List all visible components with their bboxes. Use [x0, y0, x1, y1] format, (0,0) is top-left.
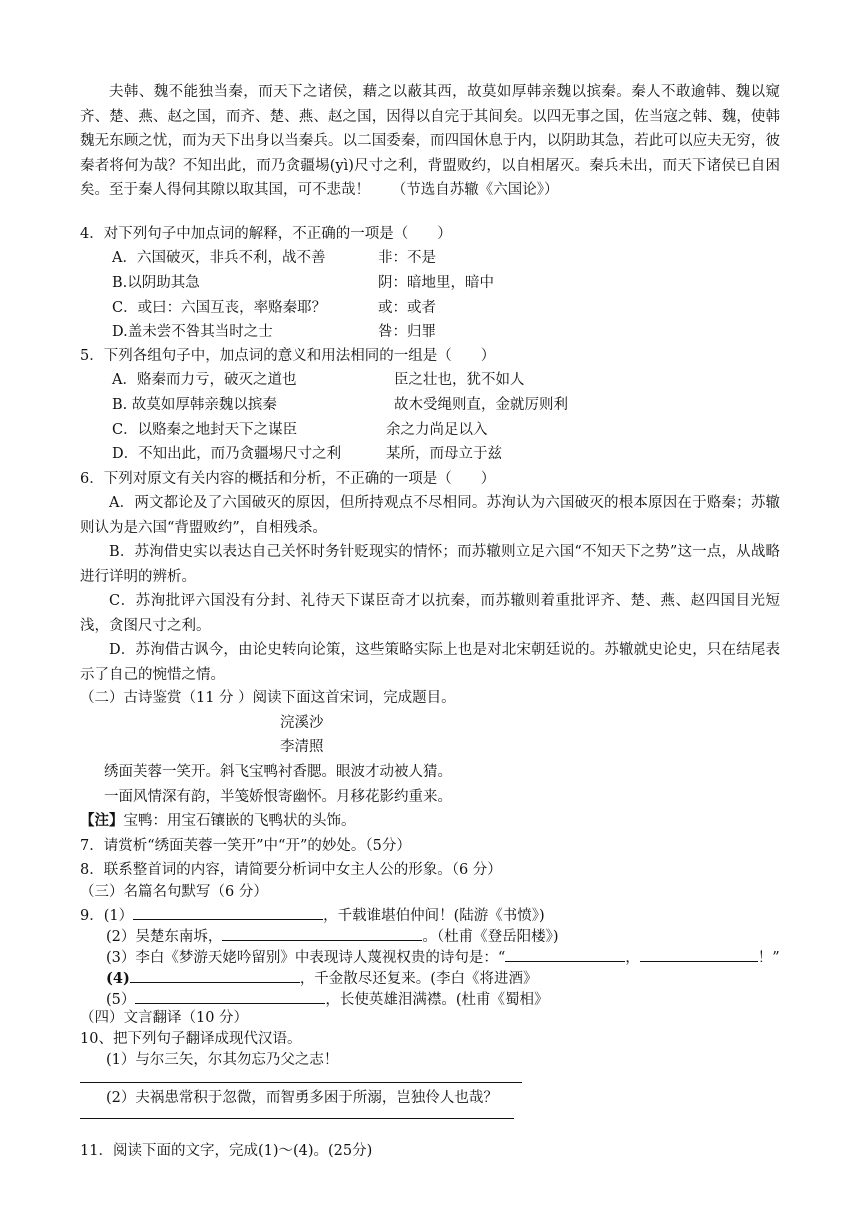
q9-5-blank[interactable]: [135, 987, 325, 1004]
q4-gloss-a: 非：不是: [378, 250, 436, 266]
q9-3-blank-2[interactable]: [640, 945, 758, 962]
note-label: 【注】: [80, 812, 124, 829]
note-text: 宝鸭：用宝石镶嵌的飞鸭状的头饰。: [123, 813, 356, 829]
q9-3-text-a: (3）李白《梦游天姥吟留别》中表现诗人蔑视权贵的诗句是：“: [106, 950, 506, 966]
poem-note: [80, 811, 356, 831]
q7: 7．请赏析“绣面芙蓉一笑开”中“开”的妙处。（5分）: [80, 838, 411, 854]
q4-option-a: A．六国破灭，非兵不利，战不善: [112, 250, 326, 266]
q9-5-text: ，长使英雄泪满襟。(杜甫《蜀相》: [325, 992, 549, 1008]
section-3-heading: （三）名篇名句默写（6 分）: [80, 884, 268, 900]
q5-option-d-right: 某所，而母立于兹: [386, 446, 502, 462]
q5-option-a-right: 臣之壮也，犹不如人: [394, 372, 525, 388]
q10-answer-line-1[interactable]: [80, 1082, 522, 1083]
q9-1-blank[interactable]: [133, 903, 323, 920]
q6-option-a: A．两文都论及了六国破灭的原因，但所持观点不尽相同。苏洵认为六国破灭的根本原因在于赂秦；苏辙则认为是六国“背盟败约”，自相残杀。: [80, 495, 780, 536]
q5-option-b-right: 故木受绳则直，金就厉则利: [394, 397, 568, 413]
q6-option-c: C．苏洵批评六国没有分封、礼待天下谋臣奇才以抗秦，而苏辙则着重批评齐、楚、燕、赵四国目光短浅，贪图尺寸之利。: [80, 593, 780, 634]
q5-option-c-right: 余之力尚足以入: [386, 422, 488, 438]
q9-2-blank[interactable]: [222, 924, 422, 941]
q6-stem: 6．下列对原文有关内容的概括和分析，不正确的一项是（ ）: [80, 471, 496, 487]
q4-gloss-c: 或：或者: [378, 300, 436, 316]
q9-3: [106, 945, 780, 968]
q5-option-c-left: C．以赂秦之地封天下之谋臣: [112, 422, 298, 438]
q11-stem: 11．阅读下面的文字，完成(1)～(4)。(25分): [80, 1143, 373, 1159]
q9-number: 9．(1）: [80, 908, 134, 924]
q10-sentence-2-text: (2）夫祸患常积于忽微，而智勇多困于所溺，岂独伶人也哉？: [106, 1090, 498, 1106]
q10-sentence-1: (1）与尔三矢，尔其勿忘乃父之志！: [106, 1052, 339, 1068]
section-4-heading: （四）文言翻译（10 分）: [80, 1010, 249, 1026]
q5-option-d-left: D．不知出此，而乃贪疆埸尺寸之利: [112, 446, 342, 462]
q9-4-number: (4): [106, 970, 130, 987]
q4-gloss-b: 阴：暗地里，暗中: [378, 275, 494, 291]
q9-1: [80, 903, 545, 926]
q9-2-text-b: 。（杜甫《登岳阳楼》): [422, 929, 559, 945]
q4-gloss-d: 咎：归罪: [378, 324, 436, 340]
q5-option-b-left: B. 故莫如厚韩亲魏以摈秦: [112, 397, 277, 413]
q9-3-blank-1[interactable]: [505, 945, 625, 962]
section-2-heading: （二）古诗鉴赏（11 分 ）阅读下面这首宋词，完成题目。: [80, 690, 456, 706]
q4-option-d: D.盖未尝不咎其当时之士: [112, 324, 273, 340]
q9-2: [106, 924, 559, 947]
q4-stem: 4．对下列句子中加点词的解释，不正确的一项是（ ）: [80, 226, 452, 242]
q4-option-b: B.以阴助其急: [112, 275, 200, 291]
poem-title: 浣溪沙: [280, 715, 324, 731]
poem-line-2: 一面风情深有韵，半笺娇恨寄幽怀。月移花影约重来。: [104, 789, 452, 805]
q8: 8．联系整首词的内容，请简要分析词中女主人公的形象。（6 分）: [80, 862, 502, 878]
q9-5: [106, 987, 549, 1010]
passage-text: 夫韩、魏不能独当秦，而天下之诸侯，藉之以蔽其西，故莫如厚韩亲魏以摈秦。秦人不敢逾韩、魏以窥齐、楚、燕、赵之国，而齐、楚、燕、赵之国，因得以自完于其间矣。以四无事之国，佐当寇之韩、魏，使韩魏无东顾之忧，而为天下出身以当秦兵。以二国委秦，而四国休息于内，以阴助其急，若此可以应夫无穷，彼秦者将何为哉？不知出此，而乃贪疆埸(yì)尺寸之利，背盟败约，以自相屠灭。秦兵未出，而天下诸侯已自困矣。至于秦人得伺其隙以取其国，可不悲哉！ （节选自苏辙《六国论》）: [80, 84, 780, 198]
q10-stem: 10、把下列句子翻译成现代汉语。: [80, 1031, 302, 1047]
q9-4: [106, 966, 537, 989]
q9-1-text: ，千载谁堪伯仲间！(陆游《书愤》): [323, 908, 545, 924]
q9-2-text-a: (2）吴楚东南坼，: [106, 929, 223, 945]
q9-4-blank[interactable]: [130, 966, 300, 983]
q9-3-comma: ，: [625, 950, 640, 966]
q9-5-number: (5）: [106, 992, 136, 1008]
q10-answer-line-2[interactable]: [80, 1118, 514, 1119]
q9-4-text: ，千金散尽还复来。(李白《将进酒》: [299, 971, 538, 987]
q9-3-text-c: ！”: [757, 950, 780, 966]
q6-option-b: B．苏洵借史实以表达自己关怀时务针贬现实的情怀；而苏辙则立足六国“不知天下之势”这一点，从战略进行详明的辨析。: [80, 544, 780, 585]
q5-option-a-left: A．赂秦而力亏，破灭之道也: [112, 372, 297, 388]
q4-option-c: C．或曰：六国互丧，率赂秦耶？: [112, 300, 327, 316]
q6-option-d: D．苏洵借古讽今，由论史转向论策，这些策略实际上也是对北宋朝廷说的。苏辙就史论史，只在结尾表示了自己的惋惜之情。: [80, 642, 780, 683]
poem-author: 李清照: [280, 739, 324, 755]
q5-stem: 5．下列各组句子中，加点词的意义和用法相同的一组是（ ）: [80, 348, 496, 364]
poem-line-1: 绣面芙蓉一笑开。斜飞宝鸭衬香腮。眼波才动被人猜。: [104, 764, 452, 780]
